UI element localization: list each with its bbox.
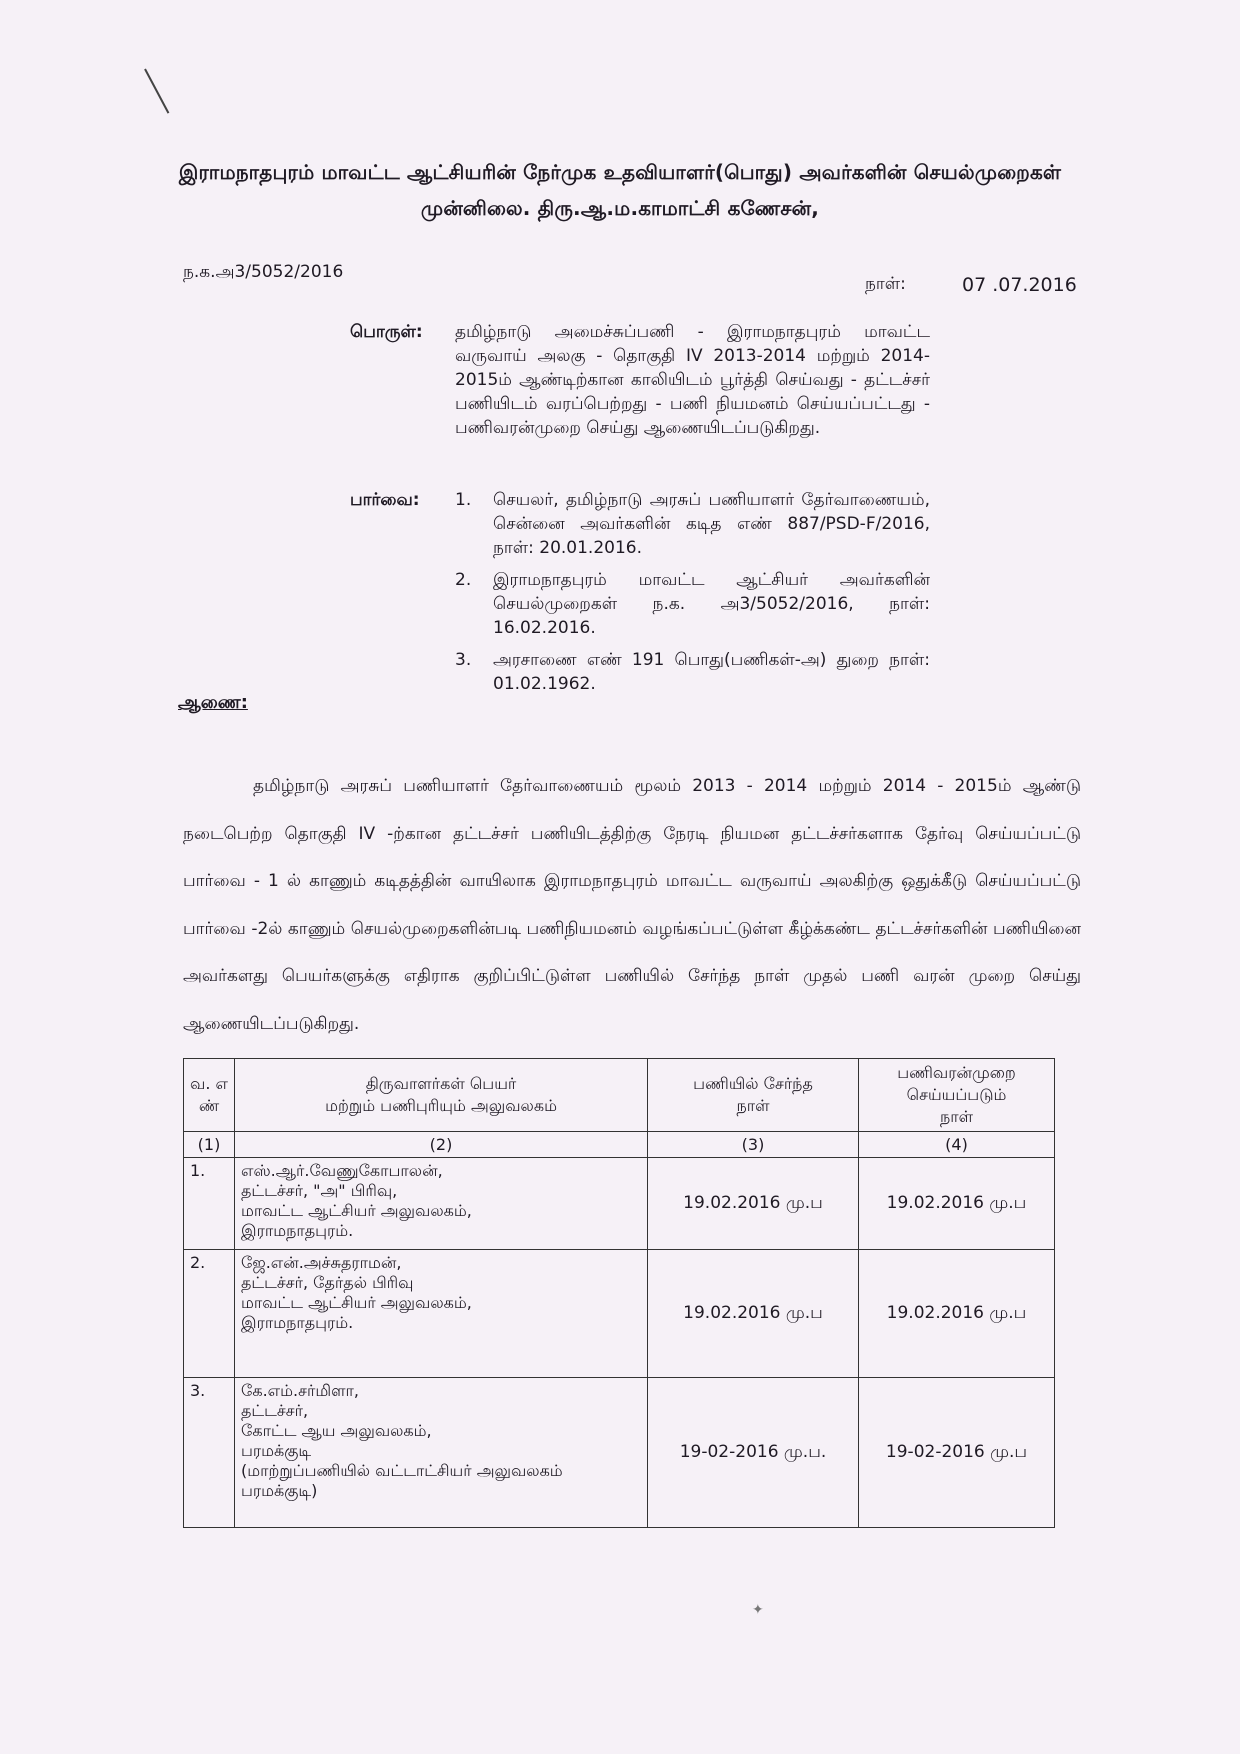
header-serial: வ. எ ண் <box>184 1059 235 1132</box>
column-number: (1) <box>184 1132 235 1158</box>
reference-number: ந.க.அ3/5052/2016 <box>183 262 344 282</box>
date-value: 07 .07.2016 <box>962 274 1077 296</box>
table-row <box>184 1250 1055 1378</box>
reference-number-1: 1. <box>455 490 472 510</box>
column-number-row <box>184 1132 1055 1158</box>
date-label: நாள்: <box>865 274 906 294</box>
row-name: எஸ்.ஆர்.வேணுகோபாலன், தட்டச்சர், "அ" பிரிவு, மாவட்ட ஆட்சியர் அலுவலகம், இராமநாதபுரம். <box>235 1158 648 1250</box>
column-number: (3) <box>648 1132 859 1158</box>
reference-number-2: 2. <box>455 570 472 590</box>
row-name: ஜே.என்.அச்சுதராமன், தட்டச்சர், தேர்தல் பிரிவு மாவட்ட ஆட்சியர் அலுவலகம், இராமநாதபுரம். <box>235 1250 648 1378</box>
row-regularized-date: 19.02.2016 மு.ப <box>859 1250 1055 1378</box>
reference-item <box>455 648 930 696</box>
reference-text-2: இராமநாதபுரம் மாவட்ட ஆட்சியர் அவர்களின் செயல்முறைகள் ந.க. அ3/5052/2016, நாள்: 16.02.2016. <box>493 570 930 638</box>
row-regularized-date: 19-02-2016 மு.ப <box>859 1378 1055 1528</box>
row-regularized-date: 19.02.2016 மு.ப <box>859 1158 1055 1250</box>
reference-item <box>455 568 930 640</box>
row-serial: 3. <box>184 1378 235 1528</box>
reference-item <box>455 488 930 560</box>
references-list <box>455 488 930 704</box>
row-name: கே.எம்.சர்மிளா, தட்டச்சர், கோட்ட ஆய அலுவலகம், பரமக்குடி (மாற்றுப்பணியில் வட்டாட்சியர் அலுவலகம் பரமக்குடி) <box>235 1378 648 1528</box>
row-joined-date: 19-02-2016 மு.ப. <box>648 1378 859 1528</box>
table-row <box>184 1158 1055 1250</box>
staff-table <box>183 1058 1055 1528</box>
row-serial: 2. <box>184 1250 235 1378</box>
header-regularized: பணிவரன்முறை செய்யப்படும் நாள் <box>859 1059 1055 1132</box>
table-header-row <box>184 1059 1055 1132</box>
subject-label: பொருள்: <box>350 322 423 342</box>
reference-number-3: 3. <box>455 650 472 670</box>
column-number: (4) <box>859 1132 1055 1158</box>
reference-text-1: செயலர், தமிழ்நாடு அரசுப் பணியாளர் தேர்வாணையம், சென்னை அவர்களின் கடித எண் 887/PSD-F/2016, நாள்: 20.01.2016. <box>493 490 930 558</box>
subject-text: தமிழ்நாடு அமைச்சுப்பணி - இராமநாதபுரம் மாவட்ட வருவாய் அலகு - தொகுதி IV 2013-2014 மற்றும் 2014-2015ம் ஆண்டிற்கான காலியிடம் பூர்த்தி செய்வது - தட்டச்சர் பணியிடம் வரப்பெற்றது - பணி நியமனம் செய்யப்பட்டது - பணிவரன்முறை செய்து ஆணையிடப்படுகிறது. <box>455 322 930 438</box>
table-row <box>184 1378 1055 1528</box>
reference-text-3: அரசாணை எண் 191 பொது(பணிகள்-அ) துறை நாள்: 01.02.1962. <box>493 650 930 694</box>
header-line-2: முன்னிலை. திரு.ஆ.ம.காமாட்சி கணேசன், <box>420 196 820 220</box>
scan-speck: ✦ <box>752 1602 764 1618</box>
header-name: திருவாளர்கள் பெயர் மற்றும் பணிபுரியும் அலுவலகம் <box>235 1059 648 1132</box>
header-line-1: இராமநாதபுரம் மாவட்ட ஆட்சியரின் நேர்முக உதவியாளர்(பொது) அவர்களின் செயல்முறைகள் <box>178 160 1062 184</box>
order-paragraph: தமிழ்நாடு அரசுப் பணியாளர் தேர்வாணையம் மூலம் 2013 - 2014 மற்றும் 2014 - 2015ம் ஆண்டு நடைபெற்ற தொகுதி IV -ற்கான தட்டச்சர் பணியிடத்திற்கு நேரடி நியமன தட்டச்சர்களாக தேர்வு செய்யப்பட்டு பார்வை - 1 ல் காணும் கடிதத்தின் வாயிலாக இராமநாதபுரம் மாவட்ட வருவாய் அலகிற்கு ஒதுக்கீடு செய்யப்பட்டு பார்வை -2ல் காணும் செயல்முறைகளின்படி பணிநியமனம் வழங்கப்பட்டுள்ள கீழ்க்கண்ட தட்டச்சர்களின் பணியினை அவர்களது பெயர்களுக்கு எதிராக குறிப்பிட்டுள்ள பணியில் சேர்ந்த நாள் முதல் பணி வரன் முறை செய்து ஆணையிடப்படுகிறது. <box>183 776 1081 1034</box>
row-serial: 1. <box>184 1158 235 1250</box>
row-joined-date: 19.02.2016 மு.ப <box>648 1158 859 1250</box>
order-heading: ஆணை: <box>178 692 248 713</box>
references-label: பார்வை: <box>350 490 420 510</box>
scan-mark <box>144 69 169 114</box>
column-number: (2) <box>235 1132 648 1158</box>
row-joined-date: 19.02.2016 மு.ப <box>648 1250 859 1378</box>
header-joined: பணியில் சேர்ந்த நாள் <box>648 1059 859 1132</box>
